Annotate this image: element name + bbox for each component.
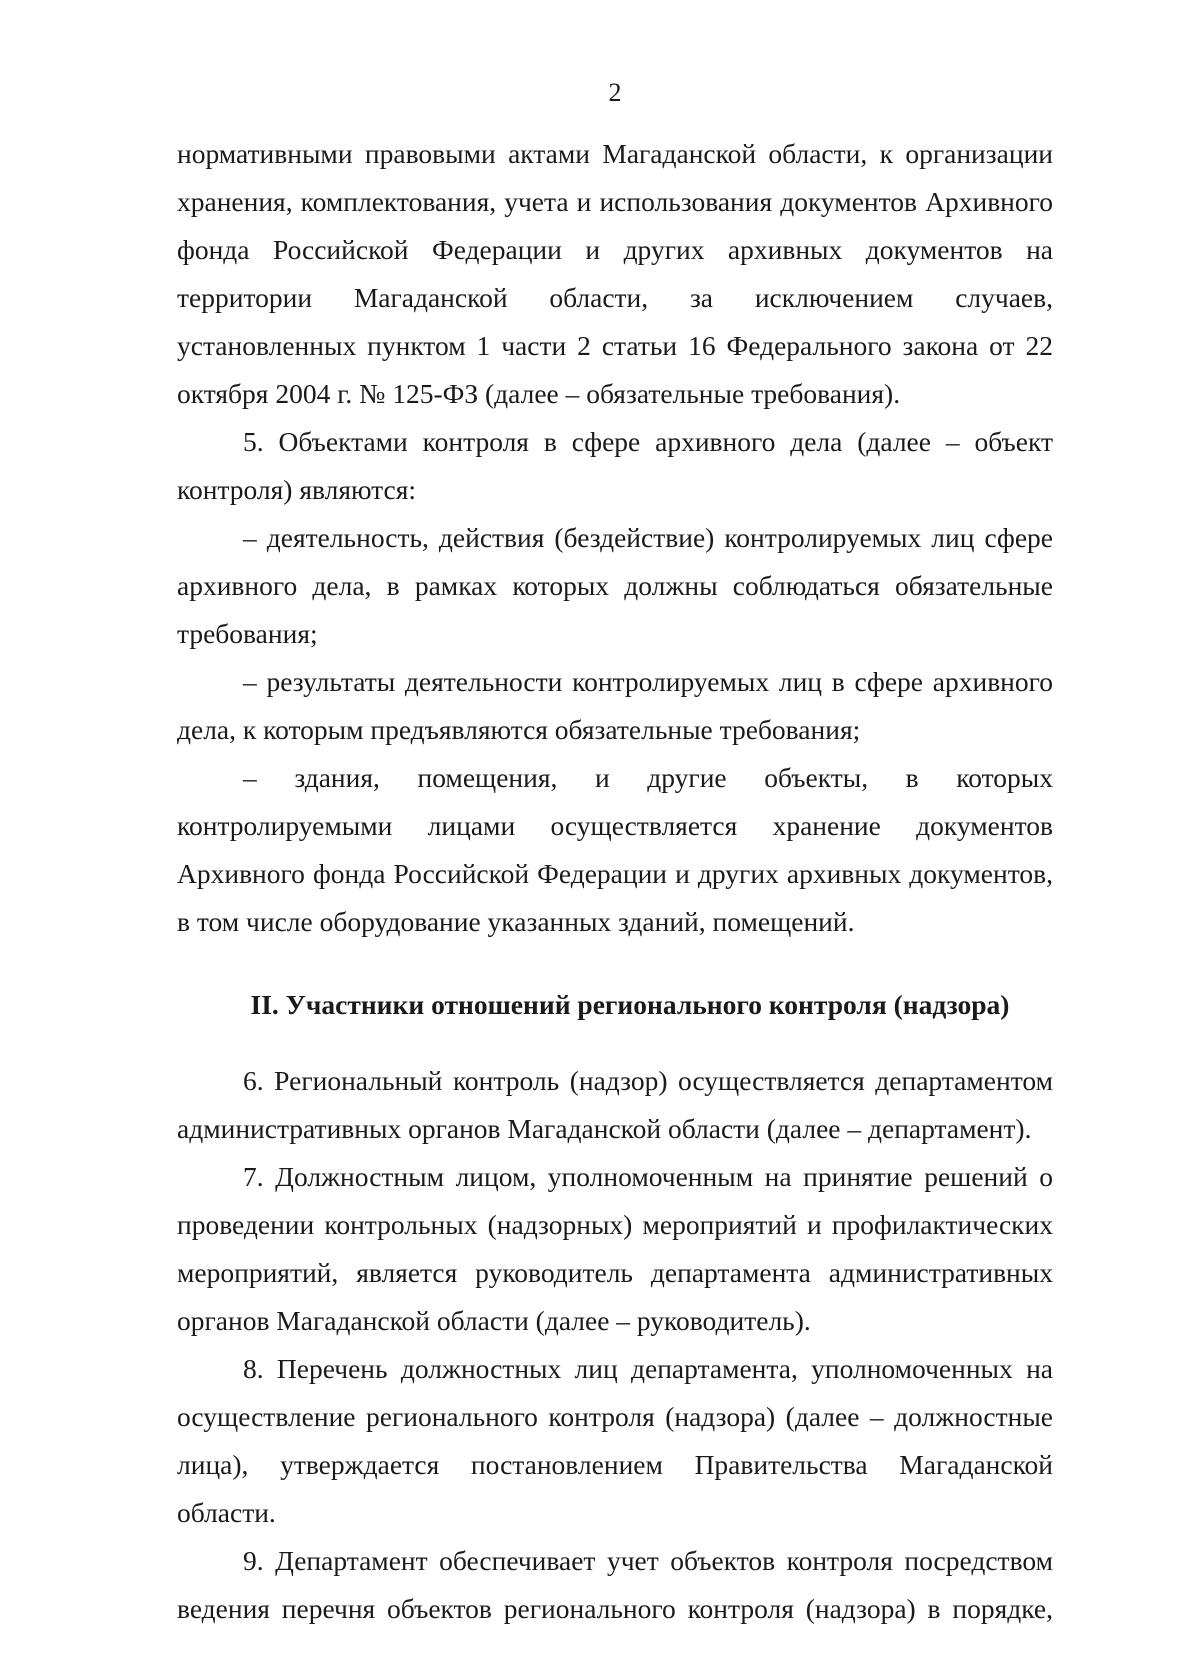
section-heading: II. Участники отношений регионального контроля (надзора) (250, 989, 1010, 1020)
list-item-results: – результаты деятельности контролируемых лиц в сфере архивного дела, к которым предъявляются обязательные требования; (177, 666, 1053, 745)
document-body (177, 130, 1053, 1633)
list-item-buildings: – здания, помещения, и другие объекты, в которых контролируемыми лицами осуществляется хранение документов Архивного фонда Российской Федерации и других архивных документов, в том числе оборудование указанных зданий, помещений. (177, 762, 1053, 937)
paragraph-7: 7. Должностным лицом, уполномоченным на принятие решений о проведении контрольных (надзорных) мероприятий и профилактических мероприятий, является руководитель департамента административных органов Магаданской области (далее – руководитель). (177, 1161, 1053, 1336)
paragraph-continuation: нормативными правовыми актами Магаданской области, к организации хранения, комплектования, учета и использования документов Архивного фонда Российской Федерации и других архивных документов на территории Магаданской области, за исключением случаев, установленных пунктом 1 части 2 статьи 16 Федерального закона от 22 октября 2004 г. № 125-ФЗ (далее – обязательные требования). (177, 138, 1053, 409)
paragraph-6: 6. Региональный контроль (надзор) осуществляется департаментом административных органов Магаданской области (далее – департамент). (177, 1065, 1053, 1144)
list-item-activity: – деятельность, действия (бездействие) контролируемых лиц сфере архивного дела, в рамках которых должны соблюдаться обязательные требования; (177, 522, 1053, 649)
paragraph-9: 9. Департамент обеспечивает учет объектов контроля посредством ведения перечня объектов регионального контроля (надзора) в порядке, (177, 1545, 1053, 1624)
paragraph-8: 8. Перечень должностных лиц департамента, уполномоченных на осуществление регионального контроля (надзора) (далее – должностные лица), утверждается постановлением Правительства Магаданской области. (177, 1353, 1053, 1528)
page-number: 2 (608, 78, 622, 107)
paragraph-5: 5. Объектами контроля в сфере архивного дела (далее – объект контроля) являются: (177, 426, 1053, 505)
